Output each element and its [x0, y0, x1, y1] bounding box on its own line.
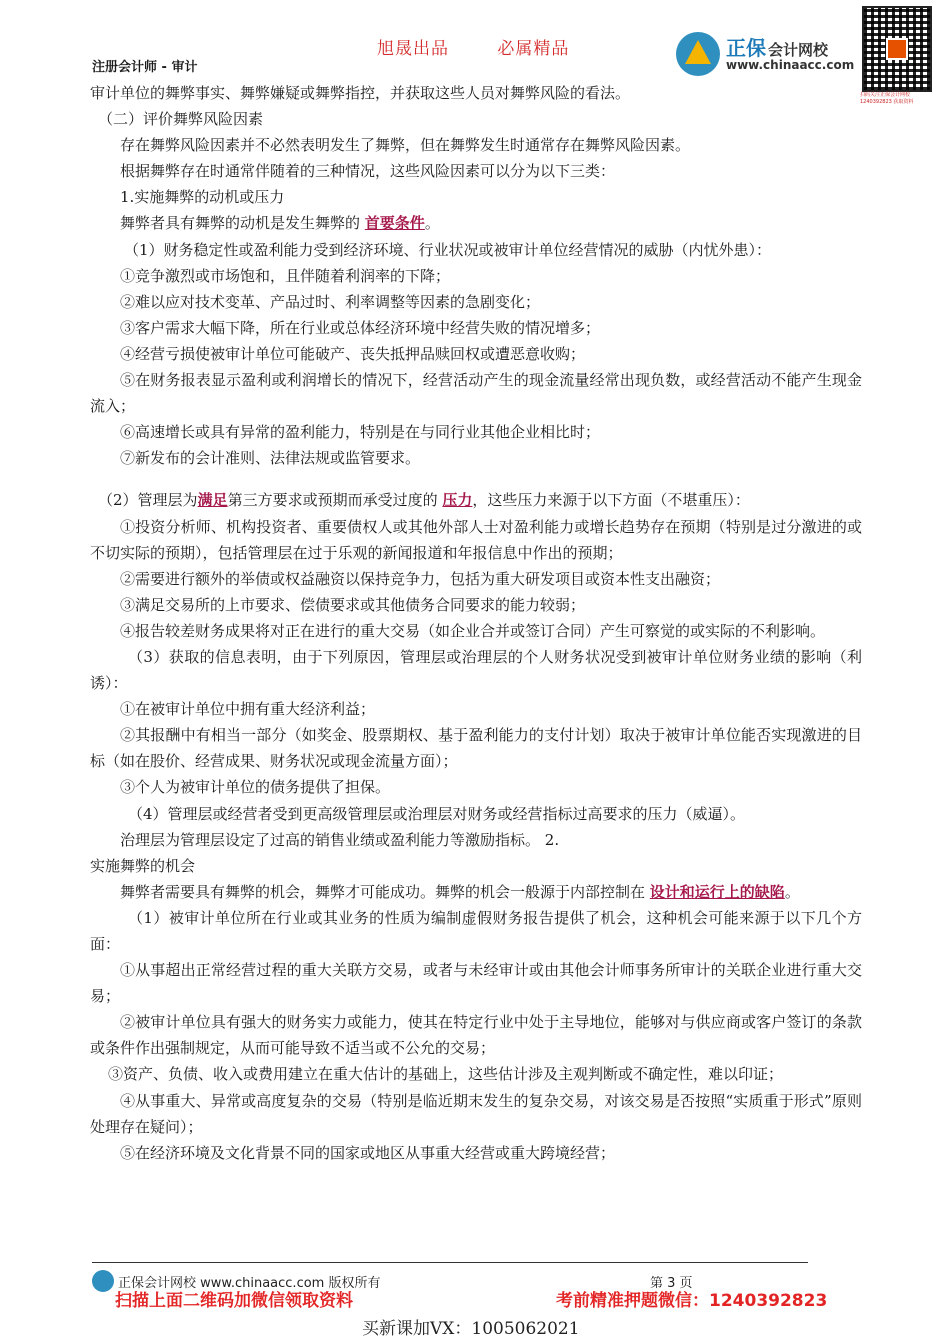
list-item: ④从事重大、异常或高度复杂的交易（特别是临近期末发生的复杂交易，对该交易是否按照“实质重于形式”原则处理存在疑问）； [90, 1091, 862, 1136]
brand-right-text: 必属精品 [497, 39, 570, 59]
list-item: ⑤在财务报表显示盈利或利润增长的情况下，经营活动产生的现金流量经常出现负数，或经营活动不能产生现金流入； [90, 371, 862, 416]
list-heading: （3）获取的信息表明，由于下列原因，管理层或治理层的个人财务状况受到被审计单位财务业绩的影响（利诱）： [90, 647, 862, 693]
list-item: ⑥高速增长或具有异常的盈利能力，特别是在与同行业其他企业相比时； [120, 423, 601, 442]
logo-url: www.chinaacc.com [726, 58, 855, 72]
list-item: ②需要进行额外的举债或权益融资以保持竞争力，包括为重大研发项目或资本性支出融资； [120, 569, 721, 588]
promo-bottom-text: 买新课加VX：1005062021 [362, 1319, 580, 1339]
section-heading: （二）评价舞弊风险因素 [98, 110, 264, 129]
paragraph: 根据舞弊存在时通常伴随着的三种情况，这些风险因素可以分为以下三类： [120, 162, 616, 181]
list-item: ②被审计单位具有强大的财务实力或能力，使其在特定行业中处于主导地位，能够对与供应商或客户签订的条款或条件作出强制规定，从而可能导致不适当或不公允的交易； [90, 1013, 862, 1058]
list-item: ④经营亏损使被审计单位可能破产、丧失抵押品赎回权或遭恶意收购； [120, 344, 586, 363]
paragraph: 治理层为管理层设定了过高的销售业绩或盈利能力等激励指标。 2. [120, 830, 560, 849]
keyword-highlight: 设计和运行上的缺陷 [649, 882, 785, 901]
logo-emblem-icon [676, 32, 720, 76]
list-item: ③个人为被审计单位的债务提供了担保。 [120, 778, 391, 797]
list-item: ②其报酬中有相当一部分（如奖金、股票期权、基于盈利能力的支付计划）取决于被审计单位能否实现激进的目标（如在股价、经营成果、财务状况或现金流量方面）； [90, 726, 862, 771]
promo-left-text: 扫描上面二维码加微信领取资料 [115, 1291, 353, 1311]
footer-logo-icon [92, 1270, 114, 1292]
list-item: ③客户需求大幅下降，所在行业或总体经济环境中经营失败的情况增多； [120, 318, 601, 337]
subsection-heading: 实施舞弊的机会 [90, 856, 196, 875]
list-heading: （2）管理层为满足第三方要求或预期而承受过度的 压力，这些压力来源于以下方面（不堪重压）： [98, 491, 750, 510]
list-item: ①竞争激烈或市场饱和，且伴随着利润率的下降； [120, 266, 451, 285]
list-item: ②难以应对技术变革、产品过时、利率调整等因素的急剧变化； [120, 292, 541, 311]
header-brand [377, 34, 569, 59]
list-item: ⑦新发布的会计准则、法律法规或监管要求。 [120, 449, 421, 468]
keyword-highlight: 满足 [197, 491, 228, 510]
list-heading: （1）财务稳定性或盈利能力受到经济环境、行业状况或被审计单位经营情况的威胁（内忧外患）： [124, 240, 772, 259]
page-number: 第 3 页 [650, 1276, 693, 1291]
list-item: ①在被审计单位中拥有重大经济利益； [120, 700, 376, 719]
logo-name: 正保 会计网校 [726, 36, 829, 60]
list-item: ①从事超出正常经营过程的重大关联方交易，或者与未经审计或由其他会计师事务所审计的关联企业进行重大交易； [90, 961, 862, 1006]
paragraph: 存在舞弊风险因素并不必然表明发生了舞弊，但在舞弊发生时通常存在舞弊风险因素。 [120, 136, 691, 155]
subsection-heading: 1.实施舞弊的动机或压力 [120, 188, 285, 207]
document-body [90, 80, 862, 1166]
keyword-highlight: 首要条件 [364, 214, 425, 233]
qr-note: 扫码关注正保会计网校 1240392823 获取资料 [860, 92, 914, 105]
qr-center-badge-icon [886, 38, 908, 60]
list-item: ③满足交易所的上市要求、偿债要求或其他债务合同要求的能力较弱； [120, 595, 586, 614]
paragraph: 审计单位的舞弊事实、舞弊嫌疑或舞弊指控，并获取这些人员对舞弊风险的看法。 [90, 84, 631, 102]
list-item: ⑤在经济环境及文化背景不同的国家或地区从事重大经营或重大跨境经营； [120, 1143, 616, 1162]
footer-divider [92, 1262, 808, 1263]
list-heading: （4）管理层或经营者受到更高级管理层或治理层对财务或经营指标过高要求的压力（威逼）。 [128, 804, 746, 823]
paragraph: 舞弊者需要具有舞弊的机会，舞弊才可能成功。舞弊的机会一般源于内部控制在 设计和运行上的缺陷。 [120, 882, 800, 901]
qr-code-icon [862, 6, 932, 92]
brand-left-text: 旭晟出品 [377, 39, 449, 59]
keyword-highlight: 压力 [442, 491, 473, 510]
paragraph: 舞弊者具有舞弊的动机是发生舞弊的 首要条件。 [120, 214, 440, 233]
list-heading: （1）被审计单位所在行业或其业务的性质为编制虚假财务报告提供了机会，这种机会可能来源于以下几个方面： [90, 908, 862, 953]
footer-copyright: 正保会计网校 www.chinaacc.com 版权所有 [118, 1276, 381, 1291]
list-item: ④报告较差财务成果将对正在进行的重大交易（如企业合并或签订合同）产生可察觉的或实际的不利影响。 [120, 621, 826, 640]
promo-right-text: 考前精准押题微信：1240392823 [556, 1291, 828, 1311]
list-item: ①投资分析师、机构投资者、重要债权人或其他外部人士对盈利能力或增长趋势存在预期（特别是过分激进的或不切实际的预期），包括管理层在过于乐观的新闻报道和年报信息中作出的预期； [90, 517, 862, 562]
chinaacc-logo[interactable] [676, 30, 856, 78]
list-item: ③资产、负债、收入或费用建立在重大估计的基础上，这些估计涉及主观判断或不确定性，难以印证； [108, 1065, 784, 1084]
course-title: 注册会计师 - 审计 [92, 60, 198, 75]
